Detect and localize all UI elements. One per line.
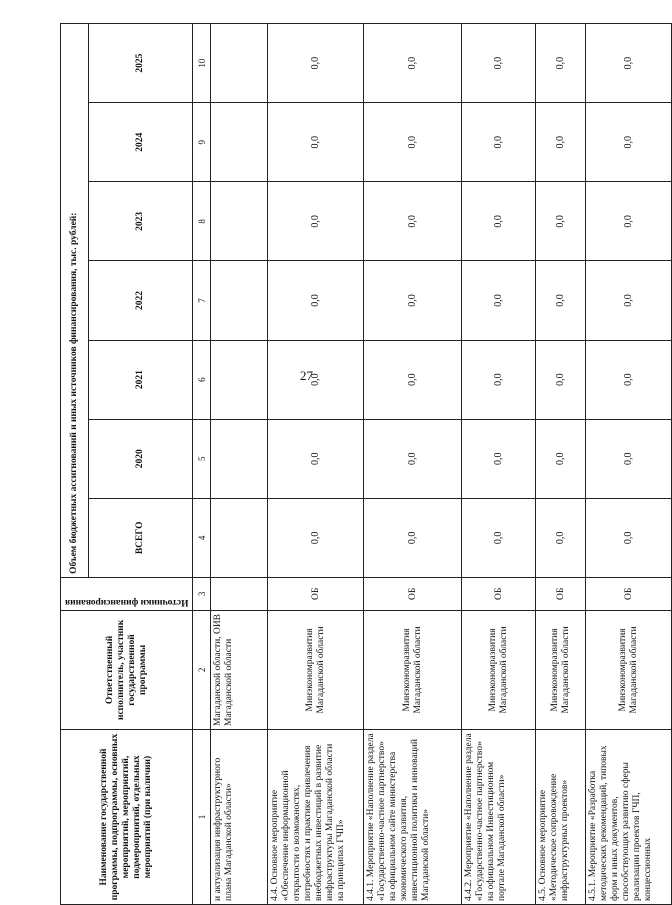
row-value: 0,0: [462, 340, 536, 419]
page-number: 27: [300, 368, 313, 383]
header-name: Наименование государственной программы, подпрограммы, основных мероприятий, мероприятий, подмероприятий, отдельных мероприятий (при наличии): [61, 730, 193, 905]
row-value: 0,0: [462, 182, 536, 261]
row-value: 0,0: [364, 103, 462, 182]
column-number: 9: [193, 103, 211, 182]
row-value: 0,0: [586, 340, 672, 419]
row-source: ОБ: [364, 577, 462, 610]
column-number: 7: [193, 261, 211, 340]
row-value: 0,0: [364, 182, 462, 261]
column-number: 3: [193, 577, 211, 610]
row-name: 4.5. Основное мероприятие «Методическое сопровождение инфраструктурных проектов»: [536, 730, 586, 905]
row-value: 0,0: [586, 182, 672, 261]
table-row: [211, 24, 268, 905]
row-value: 0,0: [536, 103, 586, 182]
row-value: 0,0: [268, 498, 364, 577]
row-source: [211, 577, 268, 610]
row-name: 4.4.1. Мероприятие «Наполнение раздела «Государственно-частное партнерство» на официальном сайте министерства экономического развития, инвестиционной политики и инноваций Магаданской области»: [364, 730, 462, 905]
row-value: [211, 24, 268, 103]
row-executor: Минэкономразвития Магаданской области: [268, 610, 364, 729]
row-source: ОБ: [462, 577, 536, 610]
row-name: 4.5.1. Мероприятие «Разработка методических рекомендаций, типовых форм и иных документов, способствующих развитию сферы реализации проектов ГЧП, концессионных: [586, 730, 672, 905]
row-executor: Минэкономразвития Магаданской области: [536, 610, 586, 729]
row-name: и актуализация инфраструктурного плана Магаданской области»: [211, 730, 268, 905]
row-value: 0,0: [364, 24, 462, 103]
row-value: 0,0: [586, 498, 672, 577]
row-source: ОБ: [536, 577, 586, 610]
row-value: 0,0: [364, 498, 462, 577]
table-row: [364, 24, 462, 905]
row-value: [211, 340, 268, 419]
row-value: 0,0: [462, 419, 536, 498]
column-number: 6: [193, 340, 211, 419]
row-value: 0,0: [536, 419, 586, 498]
row-executor: Минэкономразвития Магаданской области: [586, 610, 672, 729]
column-number: 8: [193, 182, 211, 261]
row-source: ОБ: [586, 577, 672, 610]
row-value: 0,0: [536, 498, 586, 577]
column-number: 2: [193, 610, 211, 729]
row-name: 4.4.2. Мероприятие «Наполнение раздела «Государственно-частное партнерство» на официальном Инвестиционном портале Магаданской области»: [462, 730, 536, 905]
row-value: 0,0: [536, 340, 586, 419]
header-year: 2023: [89, 182, 193, 261]
row-value: 0,0: [462, 498, 536, 577]
row-value: 0,0: [586, 419, 672, 498]
row-value: 0,0: [364, 261, 462, 340]
row-value: 0,0: [536, 24, 586, 103]
header-year: 2021: [89, 340, 193, 419]
row-value: 0,0: [586, 103, 672, 182]
financing-table: [60, 23, 672, 905]
column-number: 5: [193, 419, 211, 498]
row-value: 0,0: [364, 340, 462, 419]
row-value: 0,0: [586, 261, 672, 340]
row-value: 0,0: [268, 261, 364, 340]
rotated-table-wrapper: [60, 23, 654, 905]
row-value: 0,0: [268, 182, 364, 261]
row-value: [211, 182, 268, 261]
row-executor: Минэкономразвития Магаданской области: [462, 610, 536, 729]
row-value: 0,0: [268, 419, 364, 498]
column-number: 10: [193, 24, 211, 103]
row-value: 0,0: [536, 182, 586, 261]
row-value: 0,0: [364, 419, 462, 498]
header-year: 2020: [89, 419, 193, 498]
column-number-row: [193, 24, 211, 905]
row-value: 0,0: [586, 24, 672, 103]
row-value: 0,0: [462, 261, 536, 340]
column-number: 4: [193, 498, 211, 577]
row-value: [211, 103, 268, 182]
table-row: [536, 24, 586, 905]
table-row: [586, 24, 672, 905]
header-year: 2022: [89, 261, 193, 340]
row-value: 0,0: [462, 24, 536, 103]
row-value: 0,0: [536, 261, 586, 340]
row-value: [211, 498, 268, 577]
table-row: [462, 24, 536, 905]
row-value: 0,0: [268, 340, 364, 419]
row-value: 0,0: [268, 24, 364, 103]
header-year: 2025: [89, 24, 193, 103]
header-source: Источники финансирования: [65, 596, 189, 607]
row-executor: Магаданской области, ОИВ Магаданской области: [211, 610, 268, 729]
table-row: [268, 24, 364, 905]
row-source: ОБ: [268, 577, 364, 610]
header-year: 2024: [89, 103, 193, 182]
row-name: 4.4. Основное мероприятие «Обеспечение информационной открытости о возможностях, потребностях и практике привлечения внебюджетных инвестиций в развитие инфраструктуры Магаданской области на принципах ГЧП»: [268, 730, 364, 905]
row-value: 0,0: [268, 103, 364, 182]
row-value: [211, 419, 268, 498]
row-value: [211, 261, 268, 340]
header-total: ВСЕГО: [89, 498, 193, 577]
header-volume: Объем бюджетных ассигнований и иных источников финансирования, тыс. рублей:: [61, 24, 89, 578]
column-number: 1: [193, 730, 211, 905]
header-source-cell: [61, 577, 193, 610]
row-executor: Минэкономразвития Магаданской области: [364, 610, 462, 729]
row-value: 0,0: [462, 103, 536, 182]
header-executor: Ответственный исполнитель, участник государственной программы: [61, 610, 193, 729]
